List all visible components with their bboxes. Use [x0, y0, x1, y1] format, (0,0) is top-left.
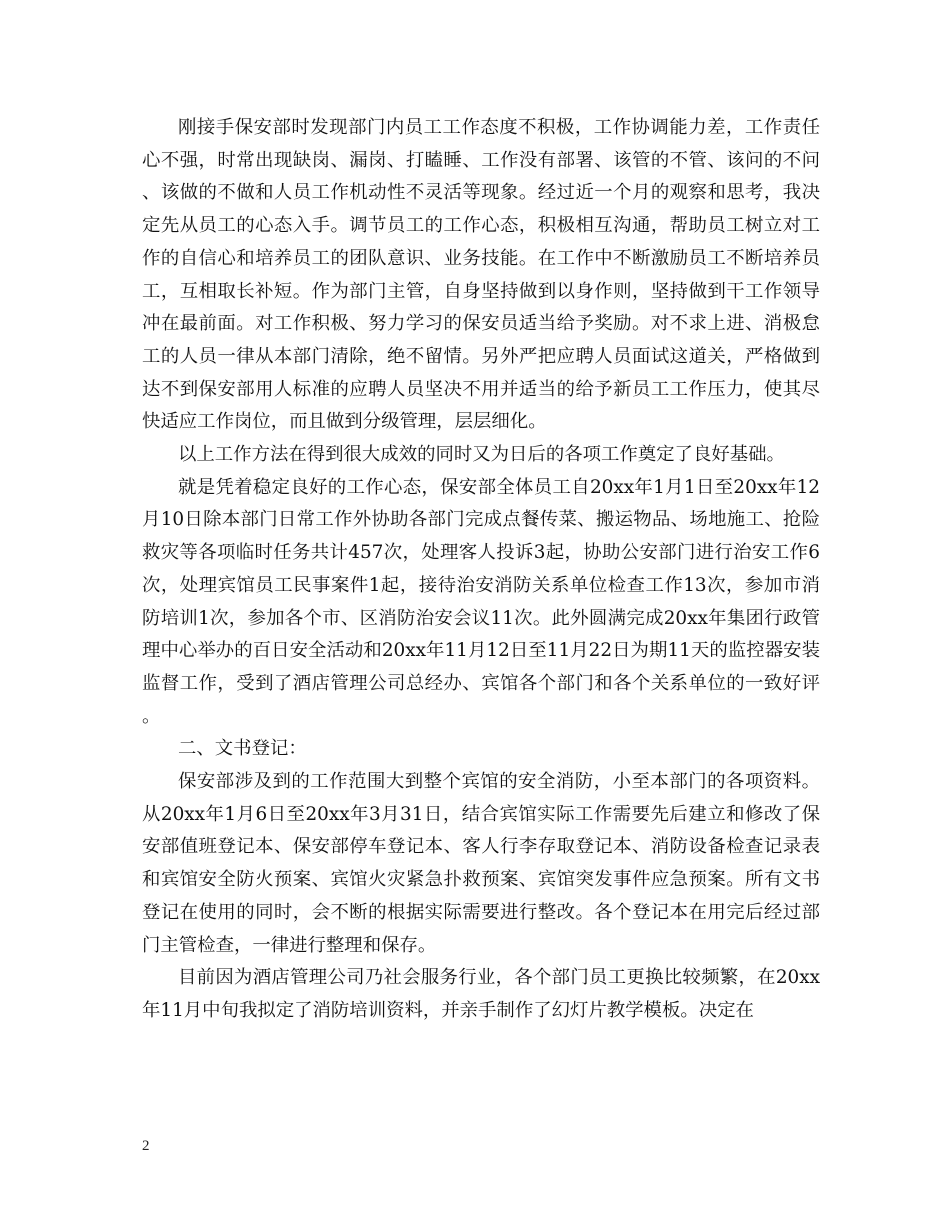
- paragraph-method-results: 以上工作方法在得到很大成效的同时又为日后的各项工作奠定了良好基础。: [178, 444, 785, 466]
- paragraph-staff-attitude: 刚接手保安部时发现部门内员工工作态度不积极，工作协调能力差，工作责任心不强，时常出现缺岗、漏岗、打瞌睡、工作没有部署、该管的不管、该问的不问、该做的不做和人员工作机动性不灵活等现象。经过近一个月的观察和思考，我决定先从员工的心态入手。调节员工的工作心态，积极相互沟通，帮助员工树立对工作的自信心和培养员工的团队意识、业务技能。在工作中不断激励员工不断培养员工，互相取长补短。作为部门主管，自身坚持做到以身作则，坚持做到干工作领导冲在最前面。对工作积极、努力学习的保安员适当给予奖励。对不求上进、消极怠工的人员一律从本部门清除，绝不留情。另外严把应聘人员面试这道关，严格做到达不到保安部用人标准的应聘人员坚决不用并适当的给予新员工工作压力，使其尽快适应工作岗位，而且做到分级管理，层层细化。: [142, 117, 820, 433]
- paragraph-work-statistics: 就是凭着稳定良好的工作心态，保安部全体员工自20xx年1月1日至20xx年12月10日除本部门日常工作外协助各部门完成点餐传菜、搬运物品、场地施工、抢险救灾等各项临时任务共计457次，处理客人投诉3起，协助公安部门进行治安工作6次，处理宾馆员工民事案件1起，接待治安消防关系单位检查工作13次，参加市消防培训1次，参加各个市、区消防治安会议11次。此外圆满完成20xx年集团行政管理中心举办的百日安全活动和20xx年11月12日至11月22日为期11天的监控器安装监督工作，受到了酒店管理公司总经办、宾馆各个部门和各个关系单位的一致好评。: [142, 476, 820, 727]
- paragraph-document-registration: 保安部涉及到的工作范围大到整个宾馆的安全消防，小至本部门的各项资料。从20xx年1月6日至20xx年3月31日，结合宾馆实际工作需要先后建立和修改了保安部值班登记本、保安部停车登记本、客人行李存取登记本、消防设备检查记录表和宾馆安全防火预案、宾馆火灾紧急扑救预案、宾馆突发事件应急预案。所有文书登记在使用的同时，会不断的根据实际需要进行整改。各个登记本在用完后经过部门主管检查，一律进行整理和保存。: [142, 771, 820, 956]
- section-heading-document-registration: 二、文书登记：: [178, 738, 307, 760]
- page-number: 2: [142, 1138, 150, 1154]
- document-body: [142, 112, 820, 1028]
- paragraph-fire-training: 目前因为酒店管理公司乃社会服务行业，各个部门员工更换比较频繁，在20xx年11月中旬我拟定了消防培训资料，并亲手制作了幻灯片教学模板。决定在: [142, 967, 820, 1021]
